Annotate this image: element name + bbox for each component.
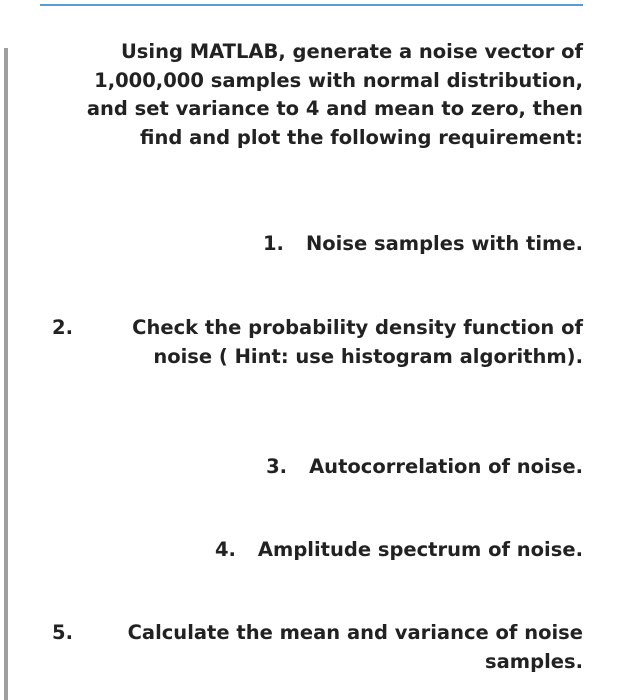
- requirement-text: Autocorrelation of noise.: [309, 455, 583, 478]
- requirement-item-3: [266, 453, 583, 482]
- requirement-number: 4.: [214, 538, 236, 561]
- requirement-number: 1.: [262, 232, 284, 255]
- intro-paragraph: Using MATLAB, generate a noise vector of 1,000,000 samples with normal distribution, and set variance to 4 and mean to zero, then find and plot the following requirement:: [86, 40, 583, 149]
- requirement-text: Amplitude spectrum of noise.: [257, 538, 583, 561]
- requirement-item-1: [263, 230, 583, 259]
- requirement-text: Check the probability density function of noise ( Hint: use histogram algorithm).: [132, 316, 583, 368]
- requirement-number: 2.: [52, 316, 73, 339]
- requirement-number: 3.: [266, 455, 288, 478]
- requirement-text: Calculate the mean and variance of noise samples.: [127, 621, 583, 673]
- requirement-number: 5.: [52, 621, 73, 644]
- requirement-text: Noise samples with time.: [305, 232, 583, 255]
- requirement-item-5: [52, 619, 583, 676]
- requirement-item-2: [52, 314, 583, 371]
- requirement-item-4: [215, 536, 583, 565]
